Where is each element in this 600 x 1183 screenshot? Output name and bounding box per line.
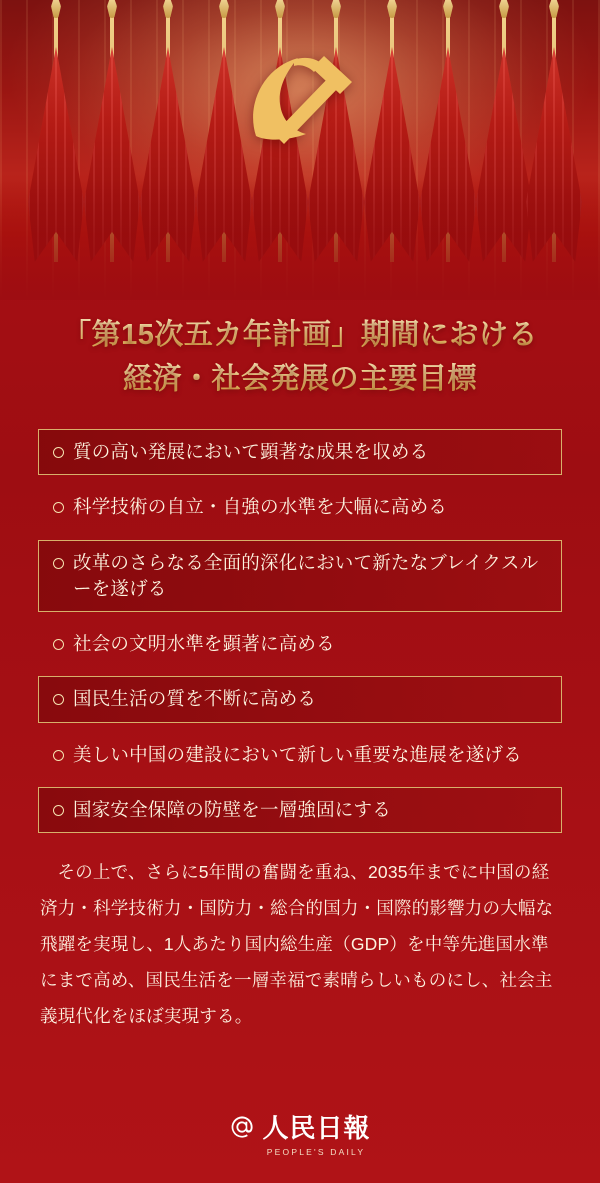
goal-text: 美しい中国の建設において新しい重要な進展を遂げる [73, 743, 522, 765]
flag-finial-icon [387, 0, 397, 18]
banner-image [0, 0, 600, 300]
banner-fade [0, 180, 600, 300]
flag-finial-icon [163, 0, 173, 18]
title-line-2: 経済・社会発展の主要目標 [26, 358, 574, 402]
flag-finial-icon [549, 0, 559, 18]
list-item [38, 484, 562, 530]
goal-text: 改革のさらなる全面的深化において新たなブレイクスルーを遂げる [73, 551, 539, 599]
page-title [0, 314, 600, 401]
circle-bullet-icon [53, 502, 64, 513]
title-line-1: 「第15次五カ年計画」期間における [26, 314, 574, 358]
at-sign-icon [229, 1114, 255, 1140]
circle-bullet-icon [53, 805, 64, 816]
list-item [38, 676, 562, 722]
circle-bullet-icon [53, 750, 64, 761]
brand-name-cn: 人民日報 [262, 1113, 371, 1143]
flag-finial-icon [107, 0, 117, 18]
flag-finial-icon [443, 0, 453, 18]
hammer-and-sickle-emblem-icon [240, 44, 360, 156]
list-item [38, 787, 562, 833]
footer-logo [0, 1108, 600, 1157]
flag-finial-icon [331, 0, 341, 18]
logo-row [229, 1108, 370, 1145]
list-item [38, 429, 562, 475]
list-item [38, 732, 562, 778]
flag-finial-icon [219, 0, 229, 18]
body-paragraph: その上で、さらに5年間の奮闘を重ね、2035年までに中国の経済力・科学技術力・国防力・総合的国力・国際的影響力の大幅な飛躍を実現し、1人あたり国内総生産（GDP）を中等先進国水準にまで高め、国民生活を一層幸福で素晴らしいものにし、社会主義現代化をほぼ実現する。 [40, 862, 554, 1026]
flag-finial-icon [499, 0, 509, 18]
goals-list [38, 429, 562, 833]
goal-text: 国家安全保障の防壁を一層強固にする [73, 798, 391, 820]
flag-finial-icon [51, 0, 61, 18]
circle-bullet-icon [53, 558, 64, 569]
goal-text: 社会の文明水準を顕著に高める [73, 633, 335, 655]
brand-name-en: PEOPLE'S DAILY [266, 1147, 366, 1157]
goal-text: 科学技術の自立・自強の水準を大幅に高める [73, 496, 448, 518]
flag-finial-icon [275, 0, 285, 18]
circle-bullet-icon [53, 694, 64, 705]
circle-bullet-icon [53, 639, 64, 650]
circle-bullet-icon [53, 447, 64, 458]
goal-text: 質の高い発展において顕著な成果を収める [73, 441, 429, 462]
list-item [38, 621, 562, 667]
goal-text: 国民生活の質を不断に高める [73, 688, 317, 710]
list-item [38, 540, 562, 613]
